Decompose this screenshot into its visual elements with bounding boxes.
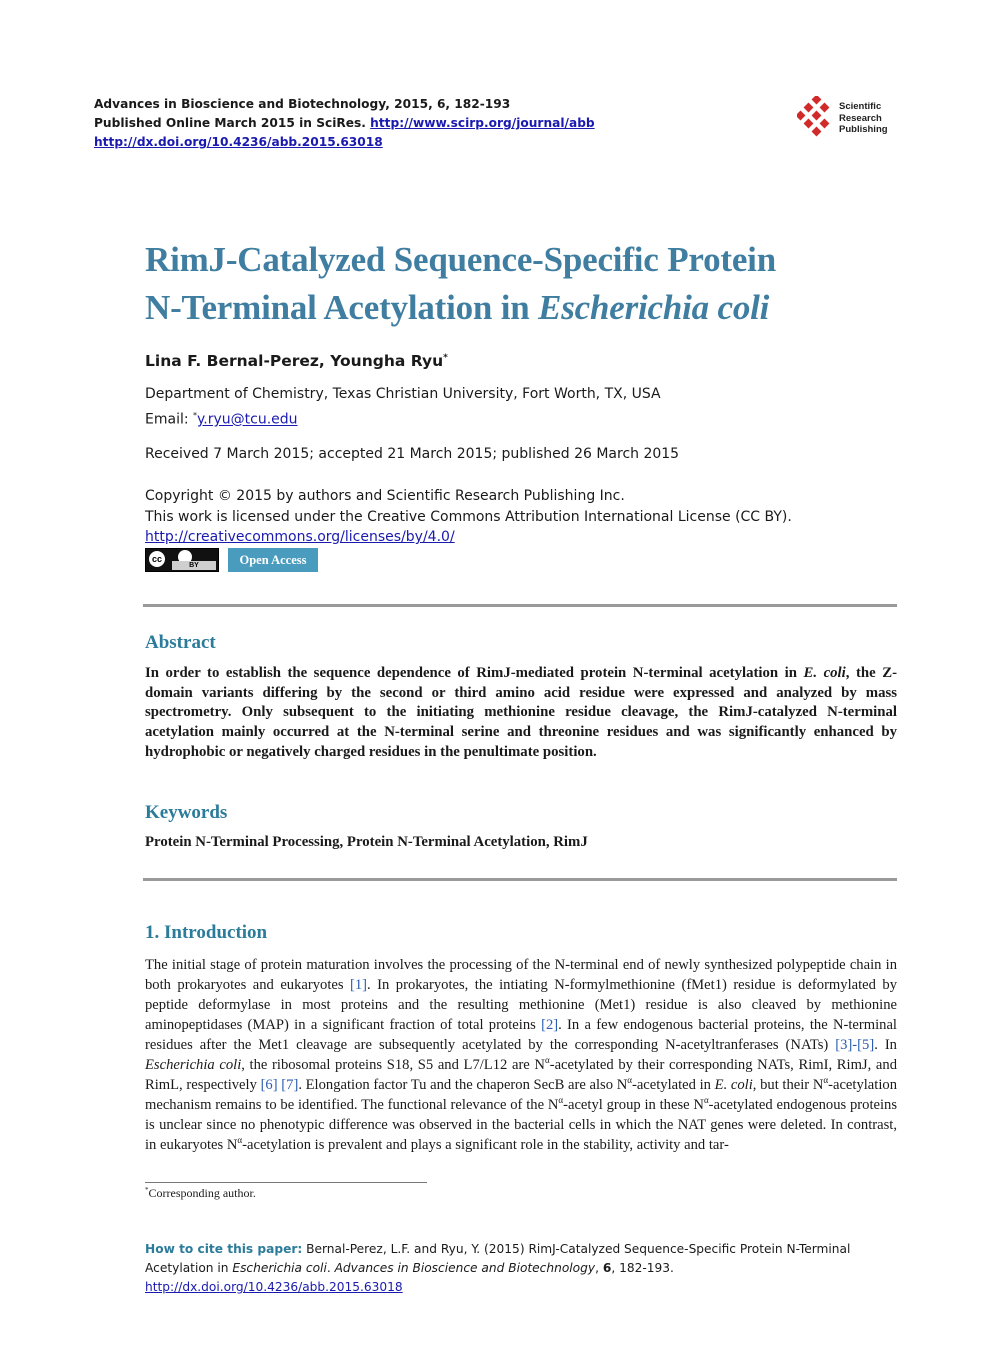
published-prefix: Published Online March 2015 in SciRes. <box>94 116 366 130</box>
introduction-text: The initial stage of protein maturation involves the processing of the N-terminal end of newly synthesized polypeptide chain in both prokaryotes and eukaryotes [1]. In prokaryotes, the intiating N-formylmethionine (fMet1) residue is deformylated by peptide deformylase in most proteins and the resulting methionine (Met1) residue is also cleaved by methionine aminopeptidases (MAP) in a significant fraction of total proteins [2]. In a few endogenous bacterial proteins, the N-terminal residues after the Met1 cleavage are subsequently acetylated by the corresponding N-acetyltranferases (NATs) [3]-[5]. In Escherichia coli, the ribosomal proteins S18, S5 and L7/L12 are $N^\alpha$-acetylated by their corresponding NATs, RimI, RimJ, and RimL, respectively [6] [7]. Elongation factor Tu and the chaperon SecB are also $N^\alpha$-acetylated in E. coli, but their $N^\alpha$-acetylation mechanism remains to be identified. The functional relevance of the $N^\alpha$-acetyl group in these $N^\alpha$-acetylated endogenous proteins is unclear since no phenotypic difference was observed in the bacterial cells in which the NAT genes were deleted. In contrast, in eukaryotes $N^\alpha$-acetylation is prevalent and plays a significant role in the stability, activity and tar- <box>145 957 898 1153</box>
scirp-diamond-icon <box>797 96 837 140</box>
reference-link[interactable]: [3]-[5] <box>835 1037 875 1053</box>
email-link[interactable]: y.ryu@tcu.edu <box>197 411 298 428</box>
reference-link[interactable]: [6] <box>260 1077 278 1093</box>
introduction-heading: 1. Introduction <box>145 922 268 943</box>
published-line <box>94 114 595 133</box>
journal-citation-line: Advances in Bioscience and Biotechnology, 2015, 6, 182-193 <box>94 97 511 111</box>
divider <box>143 878 897 881</box>
footnote-rule <box>145 1182 427 1183</box>
copyright-block: Copyright © 2015 by authors and Scientific Research Publishing Inc. This work is licensed under the Creative Commons Attribution International License (CC BY). http://creativecommons.org/licenses/by/4.0/ <box>145 488 792 545</box>
citation-doi-link[interactable]: http://dx.doi.org/10.4236/abb.2015.63018 <box>145 1280 403 1294</box>
journal-header <box>94 95 595 152</box>
open-access-badge[interactable]: Open Access <box>228 548 318 572</box>
keywords-text: Protein N-Terminal Processing, Protein N-Terminal Acetylation, RimJ <box>145 834 588 850</box>
reference-link[interactable]: [7] <box>281 1077 299 1093</box>
reference-link[interactable]: [2] <box>541 1017 559 1033</box>
footnote: *Corresponding author. <box>145 1186 256 1200</box>
cc-by-badge[interactable]: cc BY <box>145 548 219 572</box>
paper-title: RimJ-Catalyzed Sequence-Specific Protein N-Terminal Acetylation in Escherichia coli <box>145 240 776 327</box>
email-line: Email: *y.ryu@tcu.edu <box>145 411 298 428</box>
affiliation <box>145 384 661 431</box>
divider <box>143 604 897 607</box>
abstract-text: In order to establish the sequence dependence of RimJ-mediated protein N-terminal acetylation in E. coli, the Z-domain variants differing by the second or third amino acid residue were expressed and analyzed by mass spectrometry. Only subsequent to the initiating methionine residue cleavage, the RimJ-catalyzed N-terminal acetylation mainly occurred at the N-terminal serine and threonine residues and was significantly enhanced by hydrophobic or negatively charged residues in the penultimate position. <box>145 665 897 760</box>
doi-link[interactable]: http://dx.doi.org/10.4236/abb.2015.63018 <box>94 135 383 149</box>
publication-dates: Received 7 March 2015; accepted 21 March 2015; published 26 March 2015 <box>145 446 680 462</box>
keywords-heading: Keywords <box>145 802 228 823</box>
cc-icon: cc <box>149 551 165 567</box>
publisher-logo <box>797 96 907 142</box>
department: Department of Chemistry, Texas Christian University, Fort Worth, TX, USA <box>145 386 661 402</box>
reference-link[interactable]: [1] <box>350 977 368 993</box>
abstract-heading: Abstract <box>145 632 216 653</box>
publisher-logo-text: Scientific Research Publishing <box>839 101 888 135</box>
how-to-cite: How to cite this paper: Bernal-Perez, L.F. and Ryu, Y. (2015) RimJ-Catalyzed Sequence-Specific Protein N-Terminal Acetylation in Escherichia coli. Advances in Bioscience and Biotechnology, 6, 182-193. http://dx.doi.org/10.4236/abb.2015.63018 <box>145 1242 851 1294</box>
license-link[interactable]: http://creativecommons.org/licenses/by/4.0/ <box>145 529 455 545</box>
journal-url-link[interactable]: http://www.scirp.org/journal/abb <box>370 116 595 130</box>
authors: Lina F. Bernal-Perez, Youngha Ryu* <box>145 352 448 370</box>
